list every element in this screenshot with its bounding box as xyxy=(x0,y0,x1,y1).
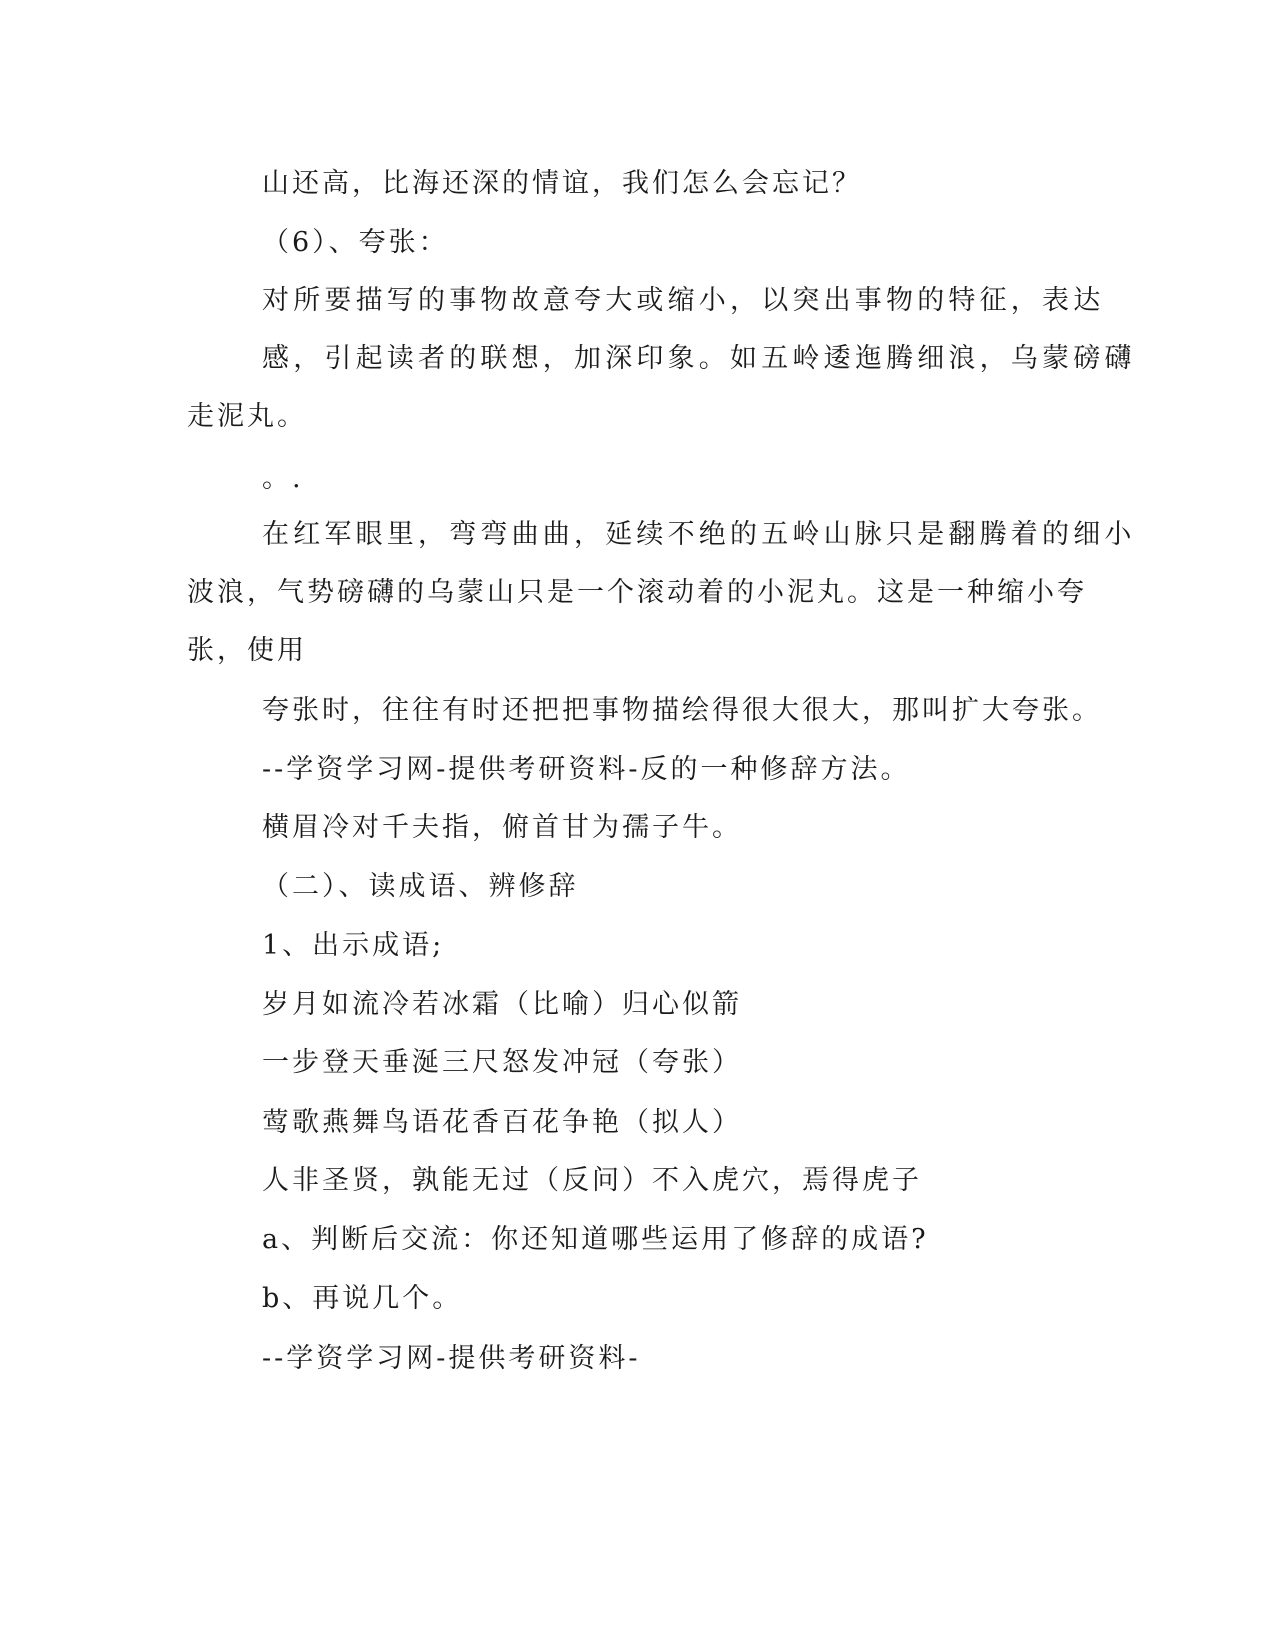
text-line: 走泥丸。 xyxy=(187,401,307,432)
section-heading: （6）、夸张： xyxy=(262,227,449,258)
text-line: b、再说几个。 xyxy=(262,1283,463,1314)
text-line: 横眉冷对千夫指，俯首甘为孺子牛。 xyxy=(262,812,742,843)
text-line: 。. xyxy=(262,463,304,494)
text-line: a、判断后交流：你还知道哪些运用了修辞的成语? xyxy=(262,1224,929,1255)
idiom-line: 一步登天垂涎三尺怒发冲冠（夸张） xyxy=(262,1047,742,1078)
text-line: 在红军眼里，弯弯曲曲，延续不绝的五岭山脉只是翻腾着的细小 xyxy=(262,519,1136,550)
text-line: 夸张时，往往有时还把把事物描绘得很大很大，那叫扩大夸张。 xyxy=(262,695,1102,726)
text-line: 波浪，气势磅礴的乌蒙山只是一个滚动着的小泥丸。这是一种缩小夸 xyxy=(187,577,1087,608)
section-heading: （二）、读成语、辨修辞 xyxy=(262,871,579,902)
watermark-line: --学资学习网-提供考研资料-反的一种修辞方法。 xyxy=(262,754,911,785)
text-line: 山还高，比海还深的情谊，我们怎么会忘记？ xyxy=(262,168,862,199)
idiom-line: 人非圣贤，孰能无过（反问）不入虎穴，焉得虎子 xyxy=(262,1165,922,1196)
idiom-line: 岁月如流冷若冰霜（比喻）归心似箭 xyxy=(262,989,742,1020)
text-line: 感，引起读者的联想，加深印象。如五岭逶迤腾细浪，乌蒙磅礴 xyxy=(262,343,1136,374)
text-line: 对所要描写的事物故意夸大或缩小，以突出事物的特征，表达 xyxy=(262,285,1105,316)
text-line: 1、出示成语; xyxy=(262,930,445,961)
watermark-line: --学资学习网-提供考研资料- xyxy=(262,1343,641,1374)
text-line: 张，使用 xyxy=(187,635,307,666)
idiom-line: 莺歌燕舞鸟语花香百花争艳（拟人） xyxy=(262,1107,742,1138)
